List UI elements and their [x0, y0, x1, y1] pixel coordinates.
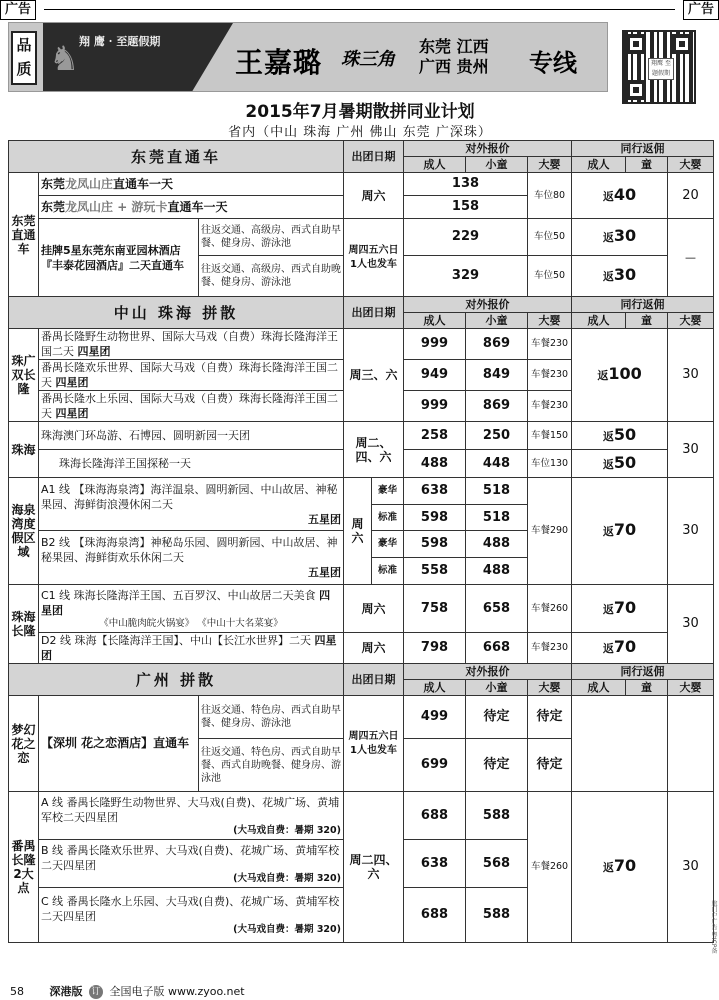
header-child: 小童	[466, 680, 528, 696]
price-baby: 待定	[528, 739, 572, 792]
header-trade-baby: 大婴	[668, 680, 714, 696]
header-external: 对外报价	[404, 141, 572, 157]
header-external: 对外报价	[404, 297, 572, 313]
section-zhongshan: 中山 珠海 拼散	[9, 297, 344, 329]
price-child: 518	[466, 505, 528, 531]
price-baby: 车餐290	[528, 478, 572, 585]
qr-code-icon[interactable]	[622, 30, 696, 104]
header-child: 小童	[466, 157, 528, 173]
price-adult: 158	[404, 196, 528, 219]
header-trade-child: 童	[626, 157, 668, 173]
depart-day: 周六	[344, 173, 404, 219]
section-dongguan: 东莞直通车	[9, 141, 344, 173]
price-child: 568	[466, 840, 528, 888]
table-row: 挂牌5星东莞东南亚园林酒店『丰泰花园酒店』二天直通车	[39, 219, 199, 297]
price-child: 869	[466, 329, 528, 360]
header-trade-baby: 大婴	[668, 313, 714, 329]
price-adult: 999	[404, 391, 466, 422]
refund-baby: 30	[668, 585, 714, 664]
depart-day: 周六	[344, 633, 404, 664]
table-row: 番禺长隆欢乐世界、国际大马戏（自费）珠海长隆海洋王国二天 四星团	[39, 360, 344, 391]
header-banner	[8, 22, 608, 92]
banner-slogan: 翔 鹰 · 至题假期	[79, 35, 161, 48]
refund-baby: 20	[668, 173, 714, 219]
website-link[interactable]: 全国电子版 www.zyoo.net	[109, 985, 245, 998]
header-child: 小童	[466, 313, 528, 329]
route-note: 往返交通、特色房、西式自助早餐、健身房、游泳池	[199, 696, 344, 739]
qr-label: 翔鹰 至题假期	[648, 58, 674, 80]
price-adult: 499	[404, 696, 466, 739]
refund-baby: 30	[668, 422, 714, 478]
price-baby: 车餐150	[528, 422, 572, 450]
price-adult: 638	[404, 840, 466, 888]
header-depart: 出团日期	[344, 664, 404, 696]
refund: 返40	[572, 173, 668, 219]
refund-baby: 30	[668, 329, 714, 422]
level-label: 豪华	[372, 478, 404, 505]
price-baby: 车餐260	[528, 585, 572, 633]
depart-day: 周三、六	[344, 329, 404, 422]
price-table	[8, 140, 714, 943]
table-row: C1 线 珠海长隆海洋王国、五百罗汉、中山故居二天美食 四星团 《中山脆肉皖火锅宴》 《中山十大名菜宴》	[39, 585, 344, 633]
refund: 返70	[572, 633, 668, 664]
table-row: B 线 番禺长隆欢乐世界、大马戏(自费)、花城广场、黄埔军校二天四星团 (大马戏自费：暑期 320)	[39, 840, 344, 888]
header-depart: 出团日期	[344, 297, 404, 329]
header-trade: 同行返佣	[572, 141, 714, 157]
depart-day: 周二、四、六	[344, 422, 404, 478]
level-label: 标准	[372, 505, 404, 531]
header-trade-baby: 大婴	[668, 157, 714, 173]
price-baby: 车餐230	[528, 360, 572, 391]
banner-name: 王嘉璐	[235, 46, 323, 79]
price-adult: 699	[404, 739, 466, 792]
price-baby: 车位50	[528, 219, 572, 256]
price-adult: 488	[404, 450, 466, 478]
refund: 返30	[572, 256, 668, 297]
category-panyu: 番禺长隆2大点	[9, 792, 39, 943]
table-row: 番禺长隆野生动物世界、国际大马戏（自费）珠海长隆海洋王国二天 四星团	[39, 329, 344, 360]
banner-regions	[419, 37, 529, 77]
refund: 返30	[572, 219, 668, 256]
page-number: 58	[10, 985, 24, 998]
price-child: 待定	[466, 739, 528, 792]
table-row: 珠海澳门环岛游、石博园、圆明新园一天团	[39, 422, 344, 450]
header-trade-adult: 成人	[572, 157, 626, 173]
table-row: 番禺长隆水上乐园、国际大马戏（自费）珠海长隆海洋王国二天 四星团	[39, 391, 344, 422]
refund: 返70	[572, 478, 668, 585]
header-adult: 成人	[404, 680, 466, 696]
refund-baby: 30	[668, 792, 714, 943]
depart-day: 周六	[344, 478, 372, 585]
price-adult: 999	[404, 329, 466, 360]
depart-day: 周六	[344, 585, 404, 633]
header-trade-adult: 成人	[572, 680, 626, 696]
ad-label-left: 广告	[0, 0, 36, 20]
price-child: 588	[466, 888, 528, 943]
section-guangzhou: 广州 拼散	[9, 664, 344, 696]
logo-icon: 订	[89, 985, 103, 999]
price-baby: 车餐230	[528, 633, 572, 664]
header-depart: 出团日期	[344, 141, 404, 173]
refund: 返100	[572, 329, 668, 422]
header-external: 对外报价	[404, 664, 572, 680]
price-adult: 688	[404, 792, 466, 840]
refund: 返70	[572, 792, 668, 943]
table-row: 珠海长隆海洋王国探秘一天	[39, 450, 344, 478]
level-label: 豪华	[372, 531, 404, 558]
table-row: 【深圳 花之恋酒店】直通车	[39, 696, 199, 792]
route-note: 往返交通、高级房、西式自助晚餐、健身房、游泳池	[199, 256, 344, 297]
route-note: 往返交通、特色房、西式自助早餐、西式自助晚餐、健身房、游泳池	[199, 739, 344, 792]
price-baby: 车位50	[528, 256, 572, 297]
header-trade: 同行返佣	[572, 664, 714, 680]
header-trade-adult: 成人	[572, 313, 626, 329]
page-footer	[10, 983, 245, 999]
table-row: 东莞龙凤山庄直通车一天	[39, 173, 344, 196]
side-note: 旅门户广告 粤ICP备	[710, 900, 717, 954]
horse-rider-icon: ♞	[49, 39, 80, 79]
header-baby: 大婴	[528, 157, 572, 173]
price-child: 869	[466, 391, 528, 422]
refund-baby: —	[668, 219, 714, 297]
category-zhuguang: 珠广双长隆	[9, 329, 39, 422]
header-trade-child: 童	[626, 313, 668, 329]
depart-day: 周二四、六	[344, 792, 404, 943]
price-child: 488	[466, 558, 528, 585]
quality-badge: 品质	[11, 31, 37, 85]
edition-label: 深港版	[49, 985, 83, 998]
depart-day: 周四五六日 1人也发车	[344, 696, 404, 792]
price-child: 250	[466, 422, 528, 450]
refund	[572, 696, 668, 792]
header-adult: 成人	[404, 313, 466, 329]
level-label: 标准	[372, 558, 404, 585]
category-zhuhai: 珠海	[9, 422, 39, 478]
banner-region-a: 东莞 江西	[419, 37, 489, 56]
price-child: 待定	[466, 696, 528, 739]
category-haiquanwan: 海泉湾度假区域	[9, 478, 39, 585]
price-adult: 949	[404, 360, 466, 391]
price-baby: 车位130	[528, 450, 572, 478]
price-baby: 车位80	[528, 173, 572, 219]
price-baby: 车餐260	[528, 792, 572, 943]
table-row: C 线 番禺长隆水上乐园、大马戏(自费)、花城广场、黄埔军校二天四星团 (大马戏自费：暑期 320)	[39, 888, 344, 943]
route-note: 往返交通、高级房、西式自助早餐、健身房、游泳池	[199, 219, 344, 256]
price-baby: 待定	[528, 696, 572, 739]
price-child: 849	[466, 360, 528, 391]
price-child: 658	[466, 585, 528, 633]
header-trade-child: 童	[626, 680, 668, 696]
top-rule	[44, 9, 675, 10]
price-adult: 329	[404, 256, 528, 297]
banner-zhusanjiao: 珠三角	[341, 49, 395, 70]
header-baby: 大婴	[528, 680, 572, 696]
banner-line: 专线	[529, 48, 577, 77]
refund: 返50	[572, 450, 668, 478]
price-adult: 638	[404, 478, 466, 505]
price-adult: 798	[404, 633, 466, 664]
header-baby: 大婴	[528, 313, 572, 329]
table-row: 东莞龙凤山庄 + 游玩卡直通车一天	[39, 196, 344, 219]
table-row: B2 线 【珠海海泉湾】神秘岛乐园、圆明新园、中山故居、神秘果园、海鲜街欢乐休闲二天 五星团	[39, 531, 344, 585]
refund-baby	[668, 696, 714, 792]
price-baby: 车餐230	[528, 391, 572, 422]
price-child: 668	[466, 633, 528, 664]
price-adult: 229	[404, 219, 528, 256]
table-row: D2 线 珠海【长隆海洋王国】、中山【长江水世界】二天 四星团	[39, 633, 344, 664]
refund-baby: 30	[668, 478, 714, 585]
price-adult: 558	[404, 558, 466, 585]
category-menghuan: 梦幻花之恋	[9, 696, 39, 792]
category-dongguan: 东莞直通车	[9, 173, 39, 297]
header-trade: 同行返佣	[572, 297, 714, 313]
price-baby: 车餐230	[528, 329, 572, 360]
price-child: 588	[466, 792, 528, 840]
price-adult: 138	[404, 173, 528, 196]
banner-region-b: 广西 贵州	[419, 57, 489, 76]
price-child: 448	[466, 450, 528, 478]
table-row: A1 线 【珠海海泉湾】海洋温泉、圆明新园、中山故居、神秘果园、海鲜街浪漫休闲二天 五星团	[39, 478, 344, 531]
category-zhuhai-changlong: 珠海长隆	[9, 585, 39, 664]
price-adult: 258	[404, 422, 466, 450]
depart-day: 周四五六日 1人也发车	[344, 219, 404, 297]
price-adult: 598	[404, 531, 466, 558]
page-subtitle: 省内（中山 珠海 广州 佛山 东莞 广深珠）	[228, 125, 492, 140]
price-adult: 688	[404, 888, 466, 943]
price-adult: 758	[404, 585, 466, 633]
price-child: 518	[466, 478, 528, 505]
refund: 返50	[572, 422, 668, 450]
price-child: 488	[466, 531, 528, 558]
table-row: A 线 番禺长隆野生动物世界、大马戏(自费)、花城广场、黄埔军校二天四星团 (大马戏自费：暑期 320)	[39, 792, 344, 840]
refund: 返70	[572, 585, 668, 633]
header-adult: 成人	[404, 157, 466, 173]
price-adult: 598	[404, 505, 466, 531]
ad-label-right: 广告	[683, 0, 719, 20]
page-title: 2015年7月暑期散拼同业计划	[245, 102, 475, 122]
